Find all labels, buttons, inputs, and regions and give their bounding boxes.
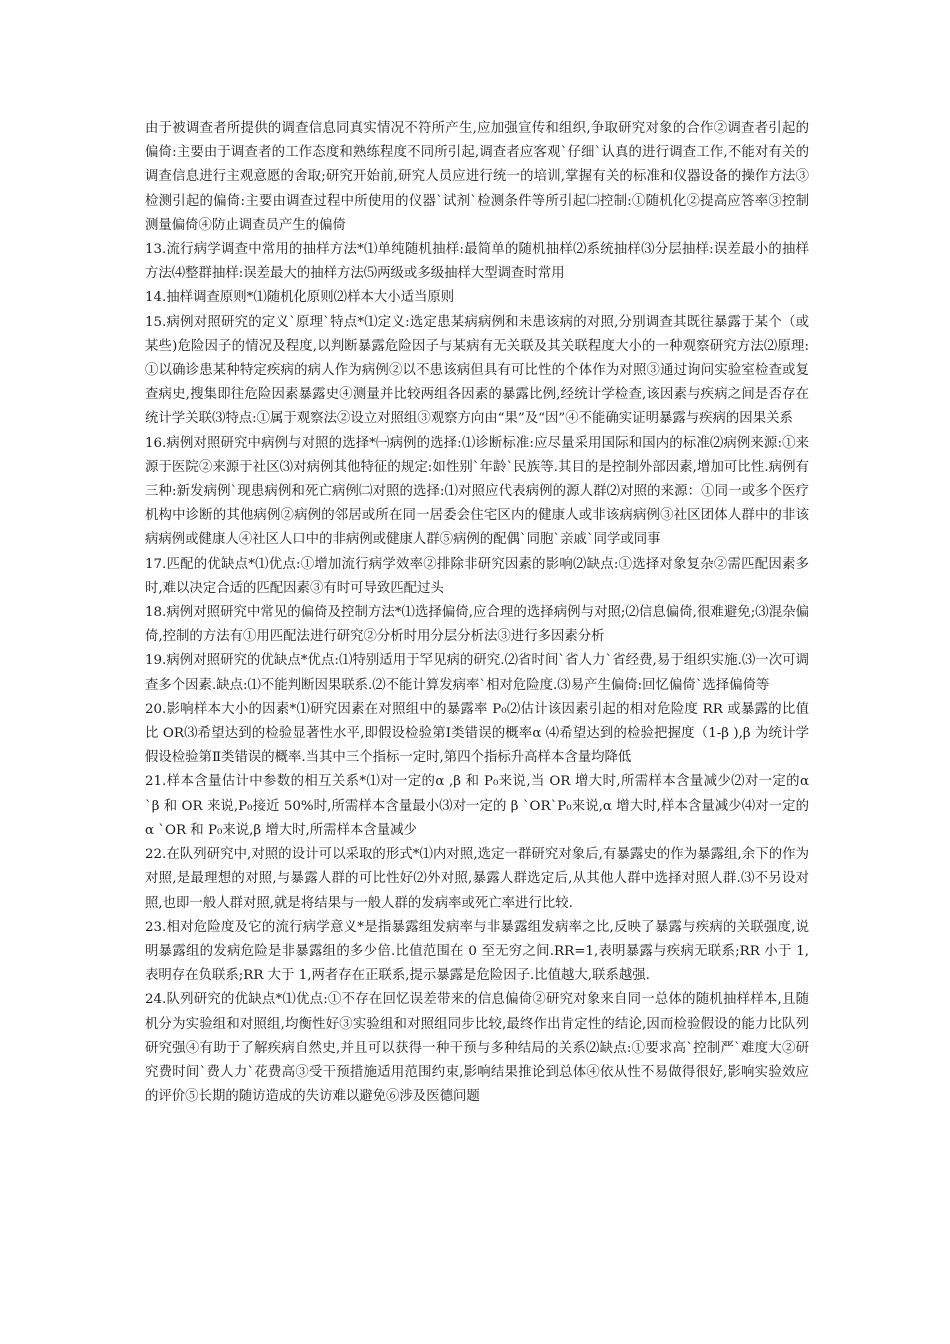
paragraph-17: 17.匹配的优缺点*⑴优点:①增加流行病学效率②排除非研究因素的影响⑵缺点:①选择对象复杂②需匹配因素多时,难以决定合适的匹配因素③有时可导致匹配过头: [145, 556, 809, 596]
paragraph-20: 20.影响样本大小的因素*⑴研究因素在对照组中的暴露率 P₀⑵估计该因素引起的相对危险度 RR 或暴露的比值比 OR⑶希望达到的检验显著性水平,即假设检验第Ⅰ类错误的概率α ⑷希望达到的检验把握度（1-β ),β 为统计学假设检验第Ⅱ类错误的概率.当其中三个指标一定时,第四个指标升高样本含量均降低: [145, 701, 809, 766]
paragraph-intro: 由于被调查者所提供的调查信息同真实情况不符所产生,应加强宣传和组织,争取研究对象的合作②调查者引起的偏倚:主要由于调查者的工作态度和熟练程度不同所引起,调查者应客观`仔细`认真的进行调查工作,不能对有关的调查信息进行主观意愿的舍取;研究开始前,研究人员应进行统一的培训,掌握有关的标准和仪器设备的操作方法③检测引起的偏倚:主要由调查过程中所使用的仪器`试剂`检测条件等所引起㈡控制:①随机化②提高应答率③控制测量偏倚④防止调查员产生的偏倚: [145, 121, 809, 233]
paragraph-22: 22.在队列研究中,对照的设计可以采取的形式*⑴内对照,选定一群研究对象后,有暴露史的作为暴露组,余下的作为对照,是最理想的对照,与暴露人群的可比性好⑵外对照,暴露人群选定后,从其他人群中选择对照人群.⑶不另设对照,也即一般人群对照,就是将结果与一般人群的发病率或死亡率进行比较.: [145, 847, 809, 911]
paragraph-19: 19.病例对照研究的优缺点*优点:⑴特别适用于罕见病的研究.⑵省时间`省人力`省经费,易于组织实施.⑶一次可调查多个因素.缺点:⑴不能判断因果联系.⑵不能计算发病率`相对危险度.⑶易产生偏倚:回忆偏倚`选择偏倚等: [145, 653, 809, 693]
document-page: [145, 117, 809, 1109]
paragraph-15: 15.病例对照研究的定义`原理`特点*⑴定义:选定患某病病例和未患该病的对照,分别调查其既往暴露于某个（或某些)危险因子的情况及程度,以判断暴露危险因子与某病有无关联及其关联程度大小的一种观察研究方法⑵原理: ①以确诊患某种特定疾病的病人作为病例②以不患该病但具有可比性的个体作为对照③通过询问实验室检查或复查病史,搜集即往危险因素暴露史④测量并比较两组各因素的暴露比例,经统计学检查,该因素与疾病之间是否存在统计学关联⑶特点:①属于观察法②设立对照组③观察方向由“果”及“因”④不能确实证明暴露与疾病的因果关系: [145, 314, 809, 427]
paragraph-14: 14.抽样调查原则*⑴随机化原则⑵样本大小适当原则: [145, 290, 455, 306]
paragraph-24: 24.队列研究的优缺点*⑴优点:①不存在回忆误差带来的信息偏倚②研究对象来自同一总体的随机抽样样本,且随机分为实验组和对照组,均衡性好③实验组和对照组同步比较,最终作出肯定性的结论,因而检验假设的能力比队列研究强④有助于了解疾病自然史,并且可以获得一种干预与多种结局的关系⑵缺点:①要求高`控制严`难度大②研究费时间`费人力`花费高③受干预措施适用范围约束,影响结果推论到总体④依从性不易做得很好,影响实验效应的评价⑤长期的随访造成的失访难以避免⑥涉及医德问题: [145, 992, 809, 1105]
paragraph-21: 21.样本含量估计中参数的相互关系*⑴对一定的α ,β 和 P₀来说,当 OR 增大时,所需样本含量减少⑵对一定的α `β 和 OR 来说,P₀接近 50%时,所需样本含量最小⑶对一定的 β `OR`P₀来说,α 增大时,样本含量减少⑷对一定的α `OR 和 P₀来说,β 增大时,所需样本含量减少: [145, 774, 809, 838]
paragraph-13: 13.流行病学调查中常用的抽样方法*⑴单纯随机抽样:最简单的随机抽样⑵系统抽样⑶分层抽样:误差最小的抽样方法⑷整群抽样:误差最大的抽样方法⑸两级或多级抽样大型调查时常用: [145, 242, 809, 282]
paragraph-23: 23.相对危险度及它的流行病学意义*是指暴露组发病率与非暴露组发病率之比,反映了暴露与疾病的关联强度,说明暴露组的发病危险是非暴露组的多少倍.比值范围在 0 至无穷之间.RR=1,表明暴露与疾病无联系;RR 小于 1,表明存在负联系;RR 大于 1,两者存在正联系,提示暴露是危险因子.比值越大,联系越强.: [145, 919, 809, 984]
paragraph-16: 16.病例对照研究中病例与对照的选择*㈠病例的选择:⑴诊断标准:应尽量采用国际和国内的标准⑵病例来源:①来源于医院②来源于社区⑶对病例其他特征的规定:如性别`年龄`民族等.其目的是控制外部因素,增加可比性.病例有三种:新发病例`现患病例和死亡病例㈡对照的选择:⑴对照应代表病例的源人群⑵对照的来源：①同一或多个医疗机构中诊断的其他病例②病例的邻居或所在同一居委会住宅区内的健康人或非该病病例③社区团体人群中的非该病病例或健康人④社区人口中的非病例或健康人群⑤病例的配偶`同胞`亲戚`同学或同事: [145, 435, 809, 548]
paragraph-18: 18.病例对照研究中常见的偏倚及控制方法*⑴选择偏倚,应合理的选择病例与对照;⑵信息偏倚,很难避免;⑶混杂偏倚,控制的方法有①用匹配法进行研究②分析时用分层分析法③进行多因素分析: [145, 605, 809, 645]
